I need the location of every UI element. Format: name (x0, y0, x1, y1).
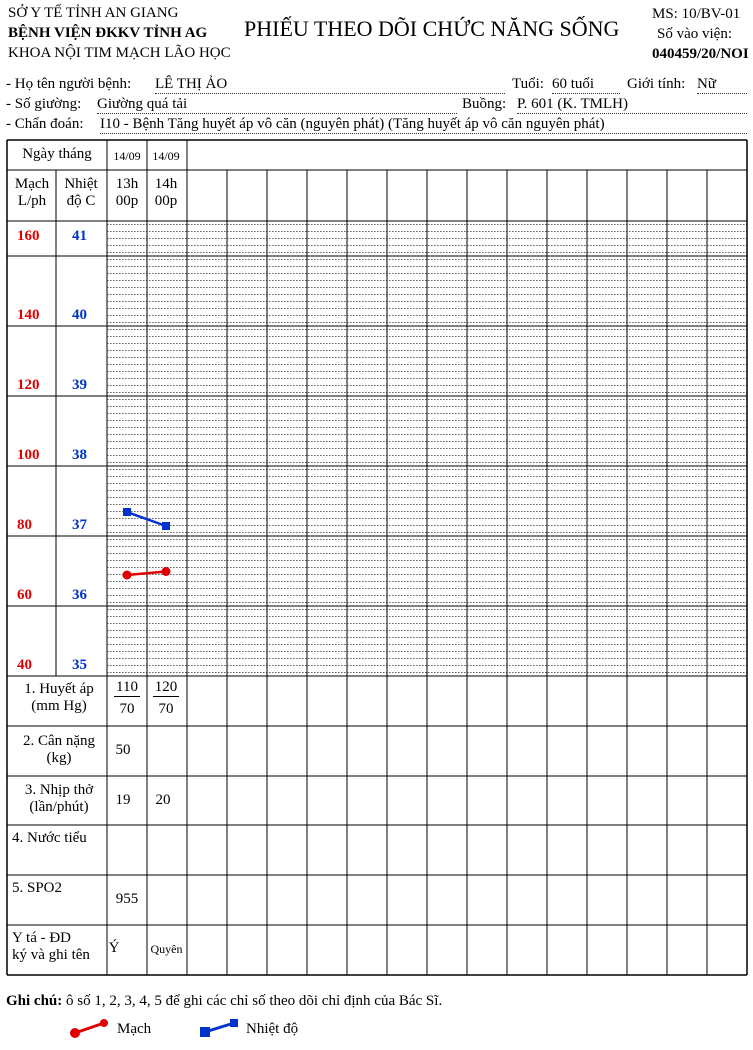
room-value: P. 601 (K. TMLH) (517, 96, 747, 114)
pulse-scale-140: 140 (17, 307, 40, 323)
temp-scale-41: 41 (72, 228, 87, 244)
temp-scale-38: 38 (72, 447, 87, 463)
bp-col-2: 120 70 (154, 679, 178, 717)
bp-col-1: 110 70 (108, 679, 146, 718)
legend-temp-icon (197, 1018, 243, 1040)
spo2-row-label: 5. SPO2 (12, 880, 63, 896)
time-col-2: 14h 00p (154, 176, 178, 209)
admission-number: 040459/20/NOI (652, 46, 749, 62)
bed-value: Giường quá tải (97, 96, 457, 114)
diagnosis-label: - Chẩn đoán: (6, 116, 84, 132)
date-header: Ngày tháng (22, 146, 92, 162)
resp-row-label: 3. Nhịp thở (lần/phút) (24, 782, 94, 815)
patient-sex: Nữ (697, 76, 747, 94)
pulse-point-2 (162, 567, 171, 576)
date-col-1: 14/09 (113, 149, 141, 163)
resp-col-2: 20 (155, 792, 171, 808)
urine-row-label: 4. Nước tiểu (12, 830, 87, 846)
time-col-1: 13h 00p (115, 176, 139, 209)
footer-note: Ghi chú: ô số 1, 2, 3, 4, 5 để ghi các chỉ số theo dõi chỉ định của Bác Sĩ. (6, 993, 443, 1009)
sex-label: Giới tính: (627, 76, 686, 92)
pulse-header: Mạch L/ph (14, 176, 50, 209)
temp-scale-40: 40 (72, 307, 87, 323)
spo2-col-1: 955 (115, 891, 139, 907)
nurse-col-1: Ý (108, 940, 120, 956)
temp-point-1 (123, 508, 131, 516)
nurse-row-label: Y tá - ĐD ký và ghi tên (12, 930, 90, 963)
pulse-scale-40: 40 (17, 657, 32, 673)
pulse-scale-120: 120 (17, 377, 40, 393)
department-of-health: SỞ Y TẾ TỈNH AN GIANG (8, 5, 179, 21)
temp-scale-37: 37 (72, 517, 87, 533)
pulse-scale-60: 60 (17, 587, 32, 603)
bed-label: - Số giường: (6, 96, 82, 112)
age-label: Tuổi: (512, 76, 544, 92)
bp-row-label: 1. Huyết áp (mm Hg) (24, 681, 94, 714)
weight-col-1: 50 (115, 742, 131, 758)
form-code: MS: 10/BV-01 (652, 6, 741, 22)
pulse-scale-160: 160 (17, 228, 40, 244)
pulse-scale-100: 100 (17, 447, 40, 463)
diagnosis-value: I10 - Bệnh Tăng huyết áp vô căn (nguyên phát) (Tăng huyết áp vô căn nguyên phát) (100, 116, 747, 134)
patient-name: LÊ THỊ ẢO (155, 76, 505, 94)
temp-scale-39: 39 (72, 377, 87, 393)
weight-row-label: 2. Cân nặng (kg) (22, 733, 96, 766)
nurse-col-2: Quyên (150, 942, 183, 956)
patient-name-label: - Họ tên người bệnh: (6, 76, 132, 92)
legend-temp-label: Nhiệt độ (246, 1021, 299, 1037)
legend-pulse-icon (66, 1018, 114, 1040)
patient-age: 60 tuổi (552, 76, 620, 94)
pulse-scale-80: 80 (17, 517, 32, 533)
temp-scale-36: 36 (72, 587, 87, 603)
legend-pulse-label: Mạch (117, 1021, 152, 1037)
room-label: Buồng: (462, 96, 507, 112)
temp-header: Nhiệt độ C (64, 176, 98, 209)
resp-col-1: 19 (115, 792, 131, 808)
temp-point-2 (162, 522, 170, 530)
date-col-2: 14/09 (152, 149, 180, 163)
form-title: PHIẾU THEO DÕI CHỨC NĂNG SỐNG (244, 16, 620, 41)
hospital-name: BỆNH VIỆN ĐKKV TỈNH AG (8, 25, 208, 41)
pulse-point-1 (123, 571, 132, 580)
admission-label: Số vào viện: (657, 26, 732, 42)
temp-scale-35: 35 (72, 657, 87, 673)
ward-name: KHOA NỘI TIM MẠCH LÃO HỌC (8, 45, 231, 61)
